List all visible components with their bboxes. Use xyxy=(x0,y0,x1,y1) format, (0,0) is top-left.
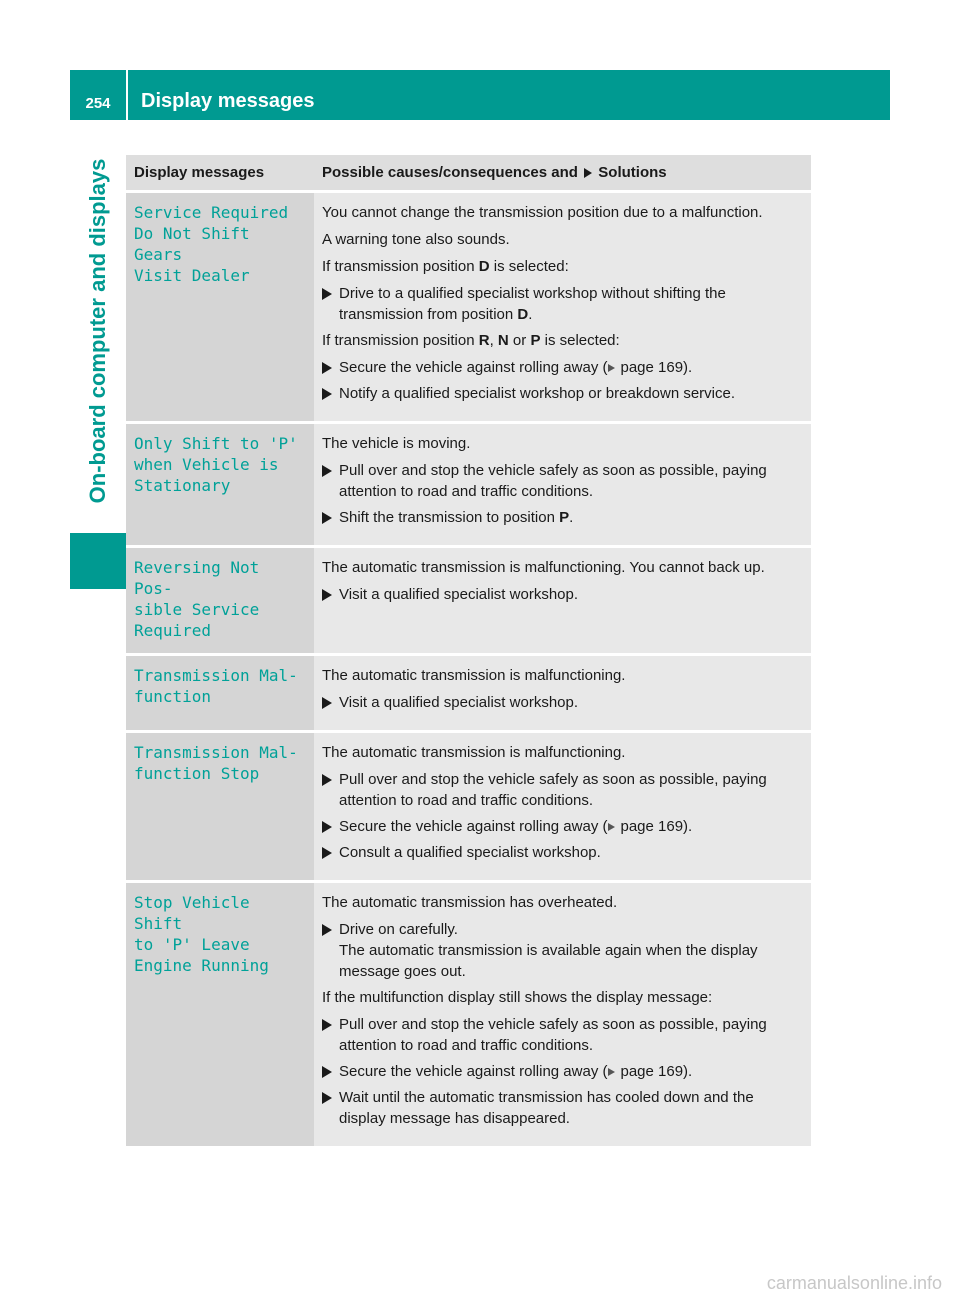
message-cell xyxy=(126,882,314,1148)
arrow-icon xyxy=(584,168,592,178)
step-text: Wait until the automatic transmission has cooled down and the display message has disappeared. xyxy=(339,1089,754,1127)
side-tab-label: On-board computer and displays xyxy=(85,158,110,504)
solution-cell xyxy=(314,192,811,423)
watermark: carmanualsonline.info xyxy=(766,1273,942,1293)
solution-step xyxy=(322,816,803,837)
solution-cell xyxy=(314,547,811,655)
side-tab-marker xyxy=(70,533,126,589)
step-text: Shift the transmission to position P. xyxy=(339,509,574,526)
solution-cell xyxy=(314,732,811,882)
col-header-solutions xyxy=(314,155,811,192)
solution-step xyxy=(322,357,803,378)
col-header-solutions-pre: Possible causes/consequences and xyxy=(322,164,578,181)
header-divider xyxy=(126,70,128,120)
display-messages-table xyxy=(126,155,811,1149)
solution-step xyxy=(322,1014,803,1056)
message-cell xyxy=(126,732,314,882)
page-reference-icon xyxy=(608,823,615,831)
solution-step xyxy=(322,460,803,502)
solution-step xyxy=(322,919,803,982)
page-number: 254 xyxy=(85,95,111,112)
arrow-icon xyxy=(322,1019,332,1031)
display-message-text: Reversing Not Pos‐ sible Service Required xyxy=(134,558,260,640)
solution-step xyxy=(322,507,803,528)
cause-text: A warning tone also sounds. xyxy=(322,231,510,248)
cause-text: The automatic transmission is malfunctioning. xyxy=(322,744,626,761)
arrow-icon xyxy=(322,821,332,833)
solution-step xyxy=(322,1087,803,1129)
cause-text: The automatic transmission is malfunctioning. xyxy=(322,667,626,684)
step-text: Consult a qualified specialist workshop. xyxy=(339,844,601,861)
solution-step xyxy=(322,692,803,713)
arrow-icon xyxy=(322,465,332,477)
cause-text: The automatic transmission has overheated. xyxy=(322,894,618,911)
arrow-icon xyxy=(322,847,332,859)
step-text: Visit a qualified specialist workshop. xyxy=(339,694,579,711)
page-reference-icon xyxy=(608,1068,615,1076)
page-title: Display messages xyxy=(141,90,315,112)
step-text: Drive on carefully. xyxy=(339,921,458,938)
cause-text: The vehicle is moving. xyxy=(322,435,471,452)
step-text: Pull over and stop the vehicle safely as soon as possible, paying attention to road and traffic conditions. xyxy=(339,1016,767,1054)
arrow-icon xyxy=(322,362,332,374)
message-cell xyxy=(126,423,314,547)
arrow-icon xyxy=(322,1066,332,1078)
solution-step xyxy=(322,584,803,605)
col-header-solutions-post: Solutions xyxy=(598,164,667,181)
step-text: Pull over and stop the vehicle safely as soon as possible, paying attention to road and traffic conditions. xyxy=(339,462,767,500)
step-text: Secure the vehicle against rolling away ( page 169). xyxy=(339,1063,693,1080)
arrow-icon xyxy=(322,288,332,300)
cause-text: The automatic transmission is malfunctioning. You cannot back up. xyxy=(322,559,765,576)
arrow-icon xyxy=(322,774,332,786)
step-text: Notify a qualified specialist workshop or breakdown service. xyxy=(339,385,736,402)
step-text: Drive to a qualified specialist workshop without shifting the transmission from position D. xyxy=(339,285,726,323)
solution-cell xyxy=(314,423,811,547)
arrow-icon xyxy=(322,589,332,601)
page-reference-icon xyxy=(608,364,615,372)
step-text: Secure the vehicle against rolling away ( page 169). xyxy=(339,359,693,376)
step-text: Pull over and stop the vehicle safely as soon as possible, paying attention to road and traffic conditions. xyxy=(339,771,767,809)
cause-text: If transmission position R, N or P is selected: xyxy=(322,332,620,349)
step-note: The automatic transmission is available again when the display message goes out. xyxy=(339,942,758,980)
table-row xyxy=(126,547,811,655)
arrow-icon xyxy=(322,388,332,400)
solution-step xyxy=(322,283,803,325)
arrow-icon xyxy=(322,1092,332,1104)
arrow-icon xyxy=(322,697,332,709)
solution-cell xyxy=(314,655,811,732)
table-row xyxy=(126,882,811,1148)
solution-cell xyxy=(314,882,811,1148)
table-row xyxy=(126,192,811,423)
arrow-icon xyxy=(322,512,332,524)
table-row xyxy=(126,655,811,732)
col-header-display-messages: Display messages xyxy=(126,155,314,192)
step-text: Secure the vehicle against rolling away ( page 169). xyxy=(339,818,693,835)
cause-text: If transmission position D is selected: xyxy=(322,258,569,275)
solution-step xyxy=(322,769,803,811)
message-cell xyxy=(126,192,314,423)
side-tab xyxy=(70,122,126,540)
solution-step xyxy=(322,842,803,863)
display-message-text: Transmission Mal‐ function Stop xyxy=(134,743,298,783)
display-message-text: Service Required Do Not Shift Gears Visit Dealer xyxy=(134,203,289,285)
message-cell xyxy=(126,547,314,655)
display-message-text: Stop Vehicle Shift to 'P' Leave Engine Running xyxy=(134,893,269,975)
table-header-row xyxy=(126,155,811,192)
table-row xyxy=(126,423,811,547)
solution-step xyxy=(322,383,803,404)
display-message-text: Only Shift to 'P' when Vehicle is Stationary xyxy=(134,434,298,495)
display-message-text: Transmission Mal‐ function xyxy=(134,666,298,706)
solution-step xyxy=(322,1061,803,1082)
cause-text: If the multifunction display still shows the display message: xyxy=(322,989,713,1006)
arrow-icon xyxy=(322,924,332,936)
cause-text: You cannot change the transmission position due to a malfunction. xyxy=(322,204,763,221)
message-cell xyxy=(126,655,314,732)
step-text: Visit a qualified specialist workshop. xyxy=(339,586,579,603)
table-row xyxy=(126,732,811,882)
